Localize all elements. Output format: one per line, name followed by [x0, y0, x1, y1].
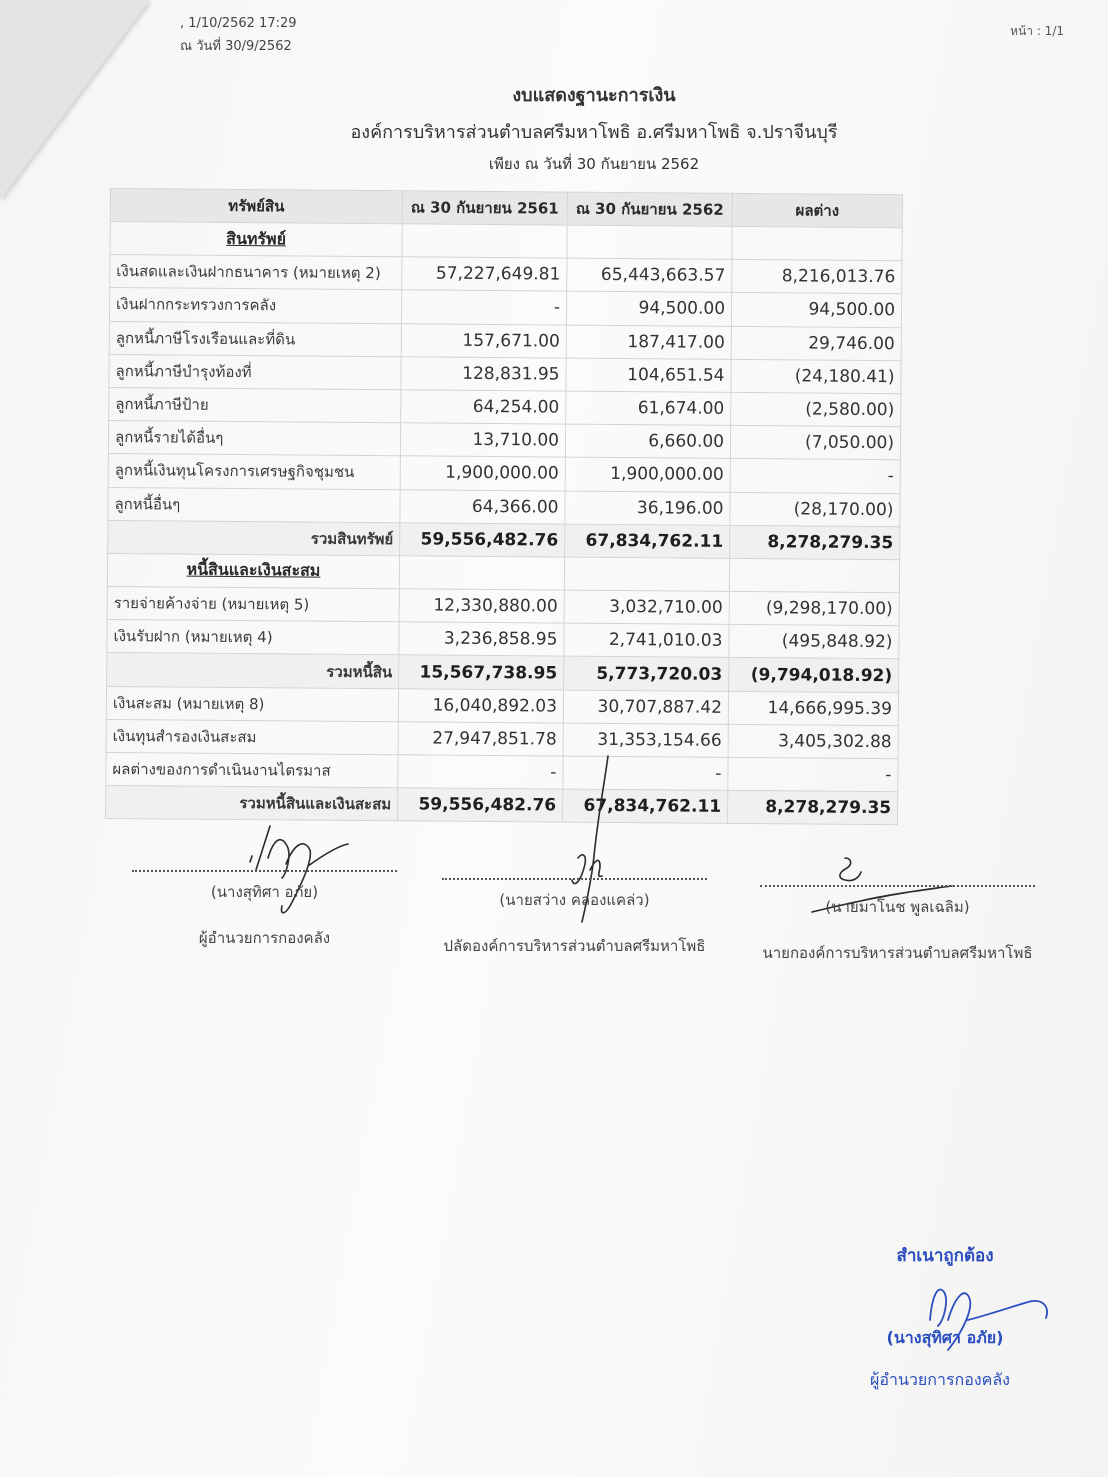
- certifier-name: (นางสุทิศา อภัย): [886, 1328, 1004, 1347]
- row-label: เงินทุนสำรองเงินสะสม: [106, 719, 398, 754]
- value-2562: 67,834,762.11: [563, 789, 728, 823]
- row-label: ลูกหนี้ภาษีป้าย: [109, 387, 401, 422]
- value-2561: 12,330,880.00: [399, 589, 564, 623]
- as-of-date: ณ วันที่ 30/9/2562: [180, 39, 292, 54]
- value-2562: 5,773,720.03: [564, 657, 729, 691]
- signer-name: (นายมาโนช พูลเฉลิม): [825, 898, 970, 916]
- value-diff: 29,746.00: [731, 326, 901, 361]
- balance-sheet-table: [105, 188, 903, 826]
- signer-role: ปลัดองค์การบริหารส่วนตำบลศรีมหาโพธิ: [443, 937, 706, 955]
- row-label: ลูกหนี้ภาษีโรงเรือนและที่ดิน: [109, 321, 401, 356]
- row-label: เงินสะสม (หมายเหตุ 8): [106, 686, 398, 721]
- signature-line: [442, 878, 707, 880]
- column-header: ผลต่าง: [732, 193, 902, 227]
- value-2562: 1,900,000.00: [565, 457, 730, 491]
- signer-role: ผู้อำนวยการกองคลัง: [198, 929, 331, 947]
- value-2561: 64,254.00: [401, 390, 566, 424]
- value-diff: (495,848.92): [729, 625, 899, 660]
- row-label: เงินสดและเงินฝากธนาคาร (หมายเหตุ 2): [110, 255, 402, 290]
- value-2561: 13,710.00: [400, 423, 565, 457]
- value-2561: 59,556,482.76: [400, 522, 565, 556]
- value-diff: (28,170.00): [730, 492, 900, 527]
- statement-date: เพียง ณ วันที่ 30 กันยายน 2562: [488, 155, 700, 173]
- certified-copy-stamp: สำเนาถูกต้อง: [896, 1246, 994, 1266]
- row-label: ลูกหนี้อื่นๆ: [108, 487, 400, 522]
- value-2561: 1,900,000.00: [400, 456, 565, 490]
- signer-name: (นายสว่าง คล่องแคล่ว): [499, 891, 650, 909]
- row-label: รวมสินทรัพย์: [108, 520, 400, 555]
- row-label: เงินรับฝาก (หมายเหตุ 4): [107, 620, 399, 655]
- value-diff: 8,278,279.35: [730, 525, 900, 560]
- signer-role: นายกองค์การบริหารส่วนตำบลศรีมหาโพธิ: [762, 944, 1033, 962]
- value-2562: 30,707,887.42: [563, 690, 728, 724]
- value-diff: (9,794,018.92): [729, 658, 899, 693]
- value-diff: 8,278,279.35: [728, 791, 898, 826]
- value-2562: -: [563, 756, 728, 790]
- value-2561: 3,236,858.95: [399, 622, 564, 656]
- value-2561: 27,947,851.78: [398, 722, 563, 756]
- print-timestamp: , 1/10/2562 17:29: [180, 16, 297, 31]
- value-2562: 31,353,154.66: [563, 723, 728, 757]
- certifier-role: ผู้อำนวยการกองคลัง: [870, 1370, 1010, 1389]
- signature-block-mayor: [760, 885, 1035, 965]
- value-2562: 67,834,762.11: [565, 524, 730, 558]
- signer-name: (นางสุทิศา อภัย): [210, 883, 319, 901]
- row-label: รวมหนี้สินและเงินสะสม: [106, 786, 398, 821]
- value-diff: (9,298,170.00): [729, 591, 899, 626]
- value-diff: 3,405,302.88: [728, 724, 898, 759]
- value-2561: 57,227,649.81: [402, 257, 567, 291]
- value-diff: (24,180.41): [731, 359, 901, 394]
- organization-name: องค์การบริหารส่วนตำบลศรีมหาโพธิ อ.ศรีมหาโพธิ จ.ปราจีนบุรี: [350, 122, 838, 143]
- row-label: ลูกหนี้เงินทุนโครงการเศรษฐกิจชุมชน: [108, 454, 400, 489]
- column-header: ณ 30 กันยายน 2561: [402, 191, 567, 225]
- value-2561: 16,040,892.03: [398, 688, 563, 722]
- value-2562: 6,660.00: [565, 424, 730, 458]
- column-header: ทรัพย์สิน: [110, 189, 402, 224]
- value-2561: 15,567,738.95: [399, 655, 564, 689]
- value-2562: 94,500.00: [566, 291, 731, 325]
- row-label: รายจ่ายค้างจ่าย (หมายเหตุ 5): [107, 587, 399, 622]
- row-label: ผลต่างของการดำเนินงานไตรมาส: [106, 752, 398, 787]
- signature-block-chief-administrator: [442, 878, 707, 958]
- total-row-liabilities-equity: [106, 786, 898, 825]
- signature-block-finance-director: [132, 870, 397, 950]
- value-2561: 59,556,482.76: [398, 788, 563, 822]
- column-header: ณ 30 กันยายน 2562: [567, 192, 732, 226]
- row-label: ลูกหนี้ภาษีบำรุงท้องที่: [109, 354, 401, 389]
- value-diff: (2,580.00): [731, 392, 901, 427]
- section-heading: สินทรัพย์: [110, 222, 402, 257]
- value-diff: 94,500.00: [731, 293, 901, 328]
- signature-line: [760, 885, 1035, 887]
- value-diff: -: [728, 757, 898, 792]
- value-2562: 61,674.00: [566, 391, 731, 425]
- value-2561: 157,671.00: [401, 323, 566, 357]
- row-label: รวมหนี้สิน: [107, 653, 399, 688]
- row-label: ลูกหนี้รายได้อื่นๆ: [108, 421, 400, 456]
- value-diff: (7,050.00): [730, 426, 900, 461]
- value-diff: -: [730, 459, 900, 494]
- value-2562: 3,032,710.00: [564, 590, 729, 624]
- value-2562: 187,417.00: [566, 325, 731, 359]
- page-number: หน้า : 1/1: [1010, 24, 1064, 38]
- value-2561: 128,831.95: [401, 357, 566, 391]
- value-2561: -: [401, 290, 566, 324]
- row-label: เงินฝากกระทรวงการคลัง: [109, 288, 401, 323]
- print-stamp: [180, 12, 297, 58]
- value-2562: 2,741,010.03: [564, 623, 729, 657]
- value-2562: 104,651.54: [566, 358, 731, 392]
- value-2561: -: [398, 755, 563, 789]
- value-2562: 36,196.00: [565, 491, 730, 525]
- value-2561: 64,366.00: [400, 489, 565, 523]
- value-diff: 8,216,013.76: [732, 260, 902, 295]
- value-diff: 14,666,995.39: [728, 691, 898, 726]
- section-heading: หนี้สินและเงินสะสม: [107, 553, 399, 588]
- value-2562: 65,443,663.57: [567, 258, 732, 292]
- document-title: งบแสดงฐานะการเงิน: [512, 85, 676, 106]
- signature-line: [132, 870, 397, 872]
